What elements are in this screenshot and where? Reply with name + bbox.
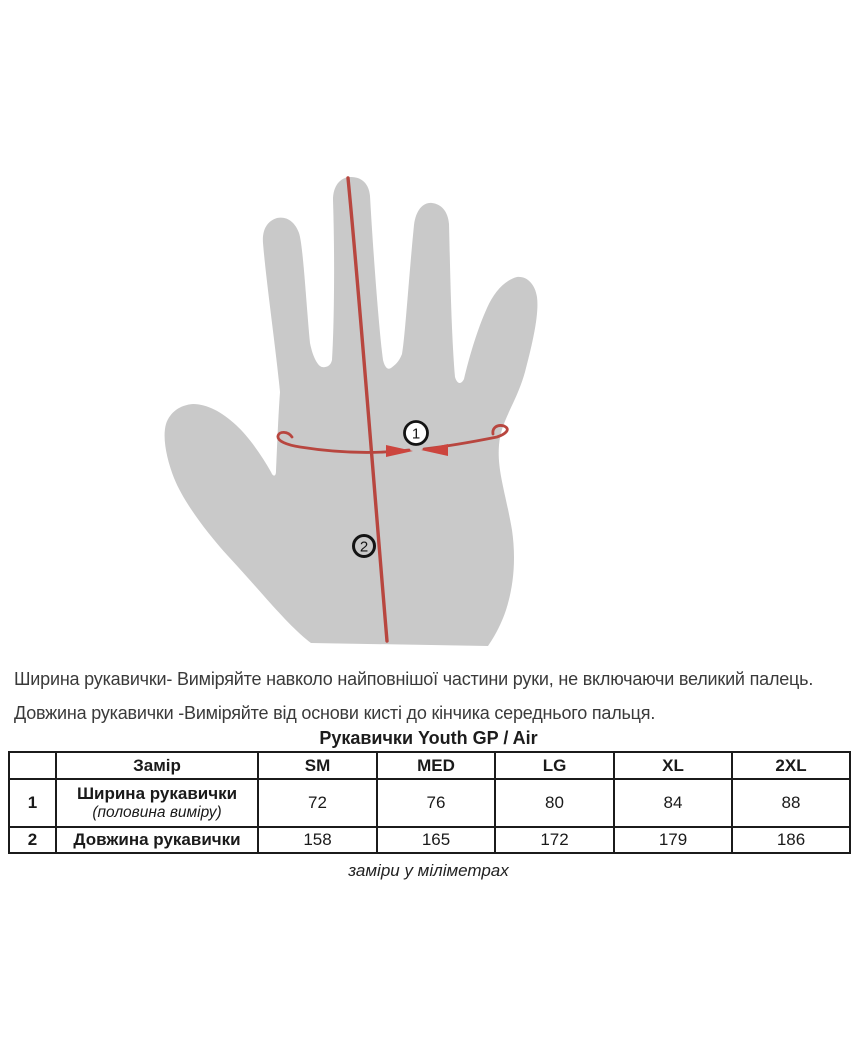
row-label-sub: (половина виміру) [92,803,222,821]
col-header-2xl: 2XL [732,752,850,779]
row-number: 1 [9,779,56,827]
value-width-2xl: 88 [732,779,850,827]
length-instruction-text: Довжина рукавички -Виміряйте від основи кисті до кінчика середнього пальця. [14,703,656,723]
col-header-sm: SM [258,752,377,779]
value-length-lg: 172 [495,827,614,853]
table-header-row [9,752,850,779]
size-table [8,751,851,854]
row-number: 2 [9,827,56,853]
value-length-2xl: 186 [732,827,850,853]
marker-1-width [405,422,428,445]
row-label-main: Ширина рукавички [76,784,238,804]
col-header-measure: Замір [56,752,258,779]
marker-2-number: 2 [359,538,369,556]
corner-cell [9,752,56,779]
col-header-lg: LG [495,752,614,779]
col-header-med: MED [377,752,495,779]
col-header-xl: XL [614,752,732,779]
units-note: заміри у міліметрах [348,861,509,880]
value-length-xl: 179 [614,827,732,853]
value-width-lg: 80 [495,779,614,827]
value-length-med: 165 [377,827,495,853]
marker-1-number: 1 [411,425,421,443]
row-label-width [56,779,258,827]
value-width-med: 76 [377,779,495,827]
value-length-sm: 158 [258,827,377,853]
hand-silhouette [165,177,538,646]
row-label-main: Довжина рукавички [73,830,241,850]
value-width-sm: 72 [258,779,377,827]
value-width-xl: 84 [614,779,732,827]
table-row-width [9,779,850,827]
width-instruction-text: Ширина рукавички- Виміряйте навколо найповнішої частини руки, не включаючи великий палець. [14,669,814,689]
size-table-title: Рукавички Youth GP / Air [319,728,538,748]
table-row-length [9,827,850,853]
row-label-length [56,827,258,853]
